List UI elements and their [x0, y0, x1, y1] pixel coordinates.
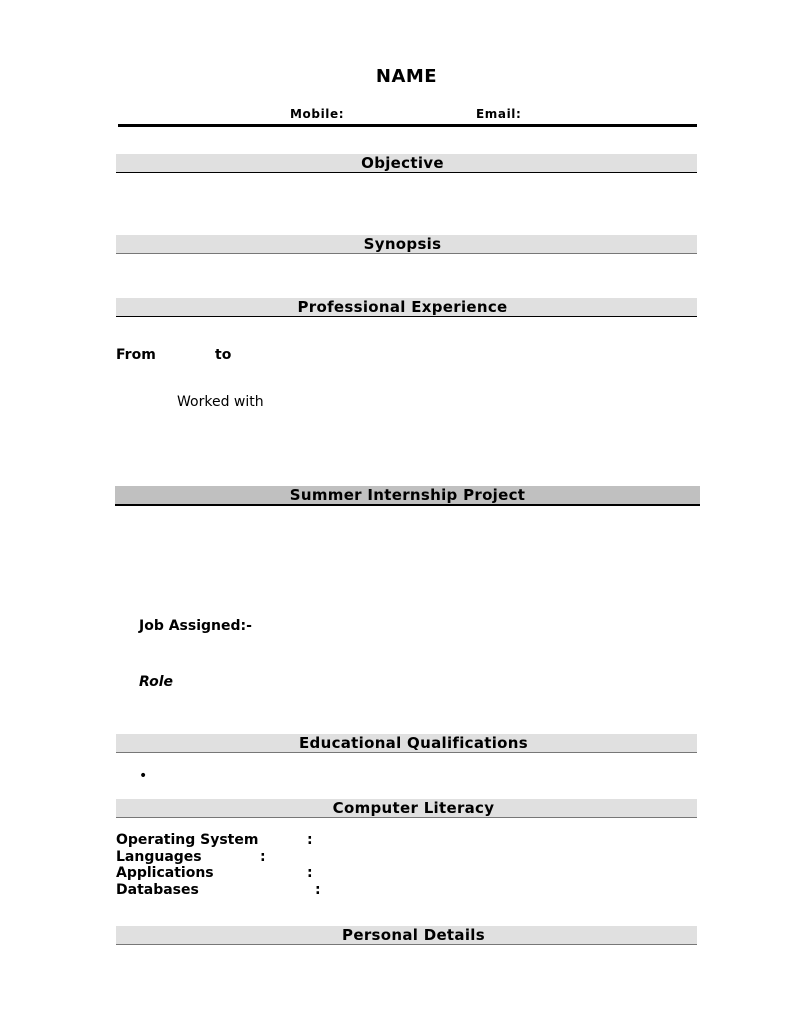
databases-separator: : — [315, 882, 321, 898]
section-title: Computer Literacy — [332, 799, 495, 817]
job-assigned-label: Job Assigned:- — [139, 618, 252, 634]
section-header-personal-details — [116, 926, 697, 945]
section-title: Summer Internship Project — [289, 486, 526, 504]
section-title: Synopsis — [363, 235, 442, 253]
experience-to-label: to — [215, 347, 232, 363]
mobile-label: Mobile: — [290, 107, 345, 121]
education-bullet: • — [139, 768, 148, 784]
email-label: Email: — [476, 107, 522, 121]
header-divider — [118, 124, 697, 127]
section-title: Educational Qualifications — [299, 734, 528, 752]
experience-from-label: From — [116, 347, 156, 363]
os-separator: : — [307, 832, 313, 848]
languages-separator: : — [260, 849, 266, 865]
section-header-synopsis — [116, 235, 697, 254]
experience-worked-with: Worked with — [177, 394, 264, 410]
resume-name-title: NAME — [375, 66, 438, 87]
role-label: Role — [139, 674, 173, 690]
section-title: Professional Experience — [297, 298, 508, 316]
applications-separator: : — [307, 865, 313, 881]
databases-label: Databases — [116, 882, 199, 898]
os-label: Operating System — [116, 832, 259, 848]
section-header-objective — [116, 154, 697, 173]
section-header-educational-qualifications — [116, 734, 697, 753]
section-title: Objective — [361, 154, 444, 172]
section-title: Personal Details — [342, 926, 485, 944]
section-header-computer-literacy — [116, 799, 697, 818]
section-header-summer-internship — [115, 486, 700, 506]
applications-label: Applications — [116, 865, 214, 881]
section-header-professional-experience — [116, 298, 697, 317]
languages-label: Languages — [116, 849, 202, 865]
